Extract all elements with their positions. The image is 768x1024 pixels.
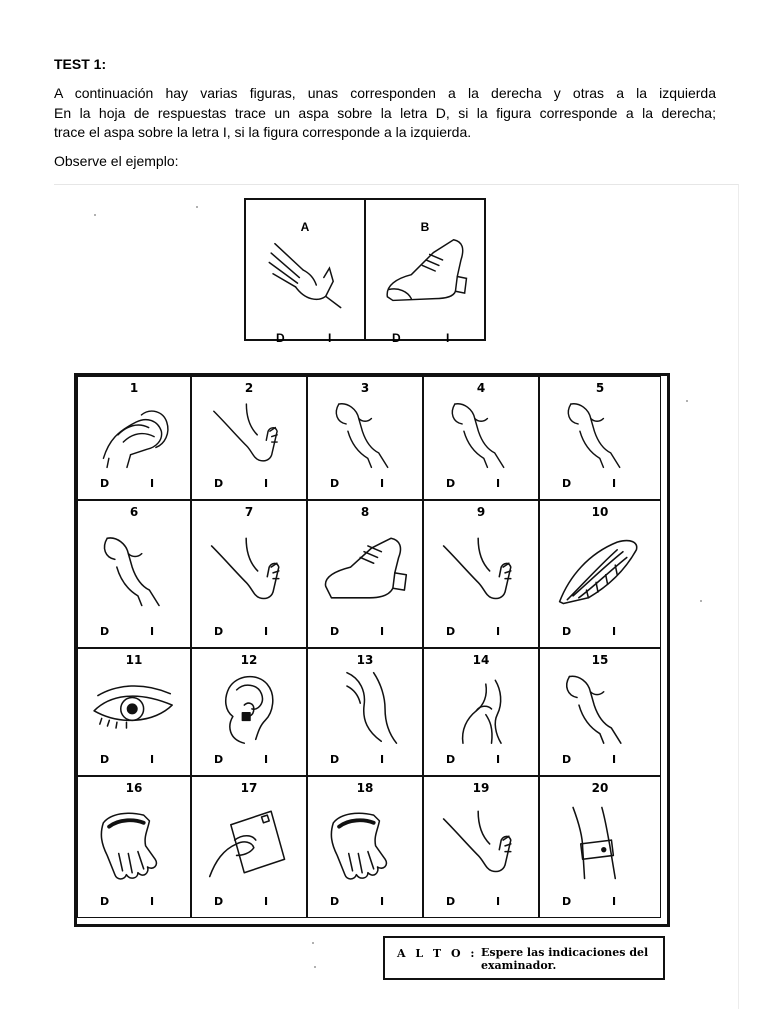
hands-icon: [88, 395, 184, 471]
option-i[interactable]: I: [612, 625, 617, 638]
answer-options: [78, 625, 190, 639]
hand-icon: [258, 230, 352, 310]
answer-options: [540, 895, 660, 909]
arm-icon: [550, 795, 646, 889]
answer-options: [308, 895, 422, 909]
option-d[interactable]: D: [100, 477, 110, 490]
figure-number: 10: [591, 505, 609, 519]
figure-number: 2: [244, 381, 254, 395]
foot-icon: [434, 519, 530, 619]
knee-icon: [434, 667, 530, 747]
hand-icon: [318, 395, 414, 471]
eye-icon: [88, 667, 184, 747]
option-i[interactable]: I: [496, 895, 501, 908]
figure-number: 1: [129, 381, 139, 395]
option-d[interactable]: D: [214, 625, 224, 638]
option-d[interactable]: D: [562, 895, 572, 908]
option-i[interactable]: I: [380, 753, 385, 766]
hand-icon: [550, 395, 646, 471]
figure-cell-2: [191, 376, 307, 500]
answer-options: [424, 477, 538, 491]
figure-number: 4: [476, 381, 486, 395]
answer-options: [192, 753, 306, 767]
figure-cell-4: [423, 376, 539, 500]
alto-label: A L T O :: [397, 947, 478, 960]
leg-icon: [318, 667, 414, 747]
option-d[interactable]: D: [214, 753, 224, 766]
figure-number: 8: [360, 505, 370, 519]
instructions: [54, 84, 716, 143]
figure-number: 5: [595, 381, 605, 395]
option-i[interactable]: I: [380, 625, 385, 638]
figure-cell-19: [423, 776, 539, 918]
option-i[interactable]: I: [264, 477, 269, 490]
figure-cell-12: [191, 648, 307, 776]
scan-speck: [94, 214, 96, 216]
figure-number: 13: [356, 653, 374, 667]
option-d[interactable]: D: [214, 895, 224, 908]
figure-number: 7: [244, 505, 254, 519]
example-box-b: [364, 198, 486, 345]
answer-options: [192, 477, 306, 491]
option-d: D: [392, 331, 401, 345]
scan-speck: [314, 966, 316, 968]
answer-options: [192, 895, 306, 909]
figure-cell-13: [307, 648, 423, 776]
option-i[interactable]: I: [264, 753, 269, 766]
hand-icon: [88, 519, 184, 619]
option-d[interactable]: D: [446, 477, 456, 490]
option-d[interactable]: D: [330, 753, 340, 766]
figure-cell-5: [539, 376, 661, 500]
hand-card-icon: [202, 795, 298, 889]
shoe-icon: [318, 519, 414, 619]
answer-options: [308, 753, 422, 767]
scan-speck: [196, 206, 198, 208]
figure-cell-17: [191, 776, 307, 918]
option-d[interactable]: D: [100, 625, 110, 638]
answer-options: [78, 477, 190, 491]
scan-speck: [686, 400, 688, 402]
figure-number: 9: [476, 505, 486, 519]
alto-text: Espere las indicaciones del examinador.: [481, 946, 649, 972]
figure-number: 11: [125, 653, 143, 667]
example-letter: B: [420, 220, 430, 234]
answer-options: [78, 753, 190, 767]
answer-options: [308, 477, 422, 491]
figures-grid: [74, 373, 670, 927]
figure-number: 6: [129, 505, 139, 519]
figure-cell-20: [539, 776, 661, 918]
option-i[interactable]: I: [380, 895, 385, 908]
answer-options: [540, 753, 660, 767]
option-d[interactable]: D: [100, 753, 110, 766]
figure-number: 16: [125, 781, 143, 795]
figure-cell-6: [77, 500, 191, 648]
option-d[interactable]: D: [330, 895, 340, 908]
figure-number: 19: [472, 781, 490, 795]
option-d[interactable]: D: [446, 625, 456, 638]
foot-icon: [434, 795, 530, 889]
figure-number: 3: [360, 381, 370, 395]
answer-options: [192, 625, 306, 639]
figure-cell-1: [77, 376, 191, 500]
option-i[interactable]: I: [264, 625, 269, 638]
figure-number: 12: [240, 653, 258, 667]
option-i[interactable]: I: [612, 895, 617, 908]
figure-cell-16: [77, 776, 191, 918]
ear-icon: [202, 667, 298, 747]
figure-cell-14: [423, 648, 539, 776]
figure-cell-18: [307, 776, 423, 918]
figure-number: 17: [240, 781, 258, 795]
option-d[interactable]: D: [100, 895, 110, 908]
answer-options: [78, 895, 190, 909]
option-d[interactable]: D: [562, 625, 572, 638]
answer-options: [424, 895, 538, 909]
option-i[interactable]: I: [496, 477, 501, 490]
example-letter: A: [300, 220, 310, 234]
figure-number: 20: [591, 781, 609, 795]
figure-number: 15: [591, 653, 609, 667]
example-note: Observe el ejemplo:: [54, 153, 179, 169]
scan-speck: [312, 942, 314, 944]
figure-cell-3: [307, 376, 423, 500]
figure-number: 14: [472, 653, 490, 667]
instruction-line-3: trace el aspa sobre la letra I, si la figura corresponde a la izquierda.: [54, 124, 472, 140]
answer-options: [424, 625, 538, 639]
glove-icon: [88, 795, 184, 889]
option-i[interactable]: I: [380, 477, 385, 490]
answer-options: [540, 477, 660, 491]
alto-box: [383, 936, 665, 980]
option-i[interactable]: I: [496, 625, 501, 638]
option-i: I: [328, 331, 332, 345]
figure-cell-15: [539, 648, 661, 776]
option-d[interactable]: D: [330, 477, 340, 490]
option-i: I: [446, 331, 450, 345]
foot-icon: [202, 395, 298, 471]
option-i[interactable]: I: [150, 477, 155, 490]
scan-speck: [700, 600, 702, 602]
option-i[interactable]: I: [264, 895, 269, 908]
wing-icon: [550, 519, 646, 619]
glove-icon: [318, 795, 414, 889]
option-i[interactable]: I: [150, 625, 155, 638]
answer-options: [308, 625, 422, 639]
figure-cell-7: [191, 500, 307, 648]
option-d: D: [276, 331, 285, 345]
figure-number: 18: [356, 781, 374, 795]
figure-cell-11: [77, 648, 191, 776]
option-d[interactable]: D: [214, 477, 224, 490]
option-d[interactable]: D: [562, 477, 572, 490]
option-i[interactable]: I: [496, 753, 501, 766]
figure-cell-9: [423, 500, 539, 648]
example-box-a: [244, 198, 366, 345]
figure-cell-10: [539, 500, 661, 648]
hand-icon: [434, 395, 530, 471]
hand-icon: [550, 667, 646, 747]
option-i[interactable]: I: [612, 477, 617, 490]
instruction-line-1: A continuación hay varias figuras, unas corresponden a la derecha y otras a la izquierda: [54, 85, 716, 101]
answer-options: [424, 753, 538, 767]
option-d[interactable]: D: [562, 753, 572, 766]
instruction-line-2: En la hoja de respuestas trace un aspa sobre la letra D, si la figura corresponde a la derecha;: [54, 104, 716, 121]
figure-cell-8: [307, 500, 423, 648]
test-title: TEST 1:: [54, 56, 107, 72]
answer-options: [540, 625, 660, 639]
option-d[interactable]: D: [330, 625, 340, 638]
option-d[interactable]: D: [446, 753, 456, 766]
option-i[interactable]: I: [150, 753, 155, 766]
shoe-icon: [380, 234, 472, 308]
option-i[interactable]: I: [150, 895, 155, 908]
option-d[interactable]: D: [446, 895, 456, 908]
foot-icon: [202, 519, 298, 619]
option-i[interactable]: I: [612, 753, 617, 766]
